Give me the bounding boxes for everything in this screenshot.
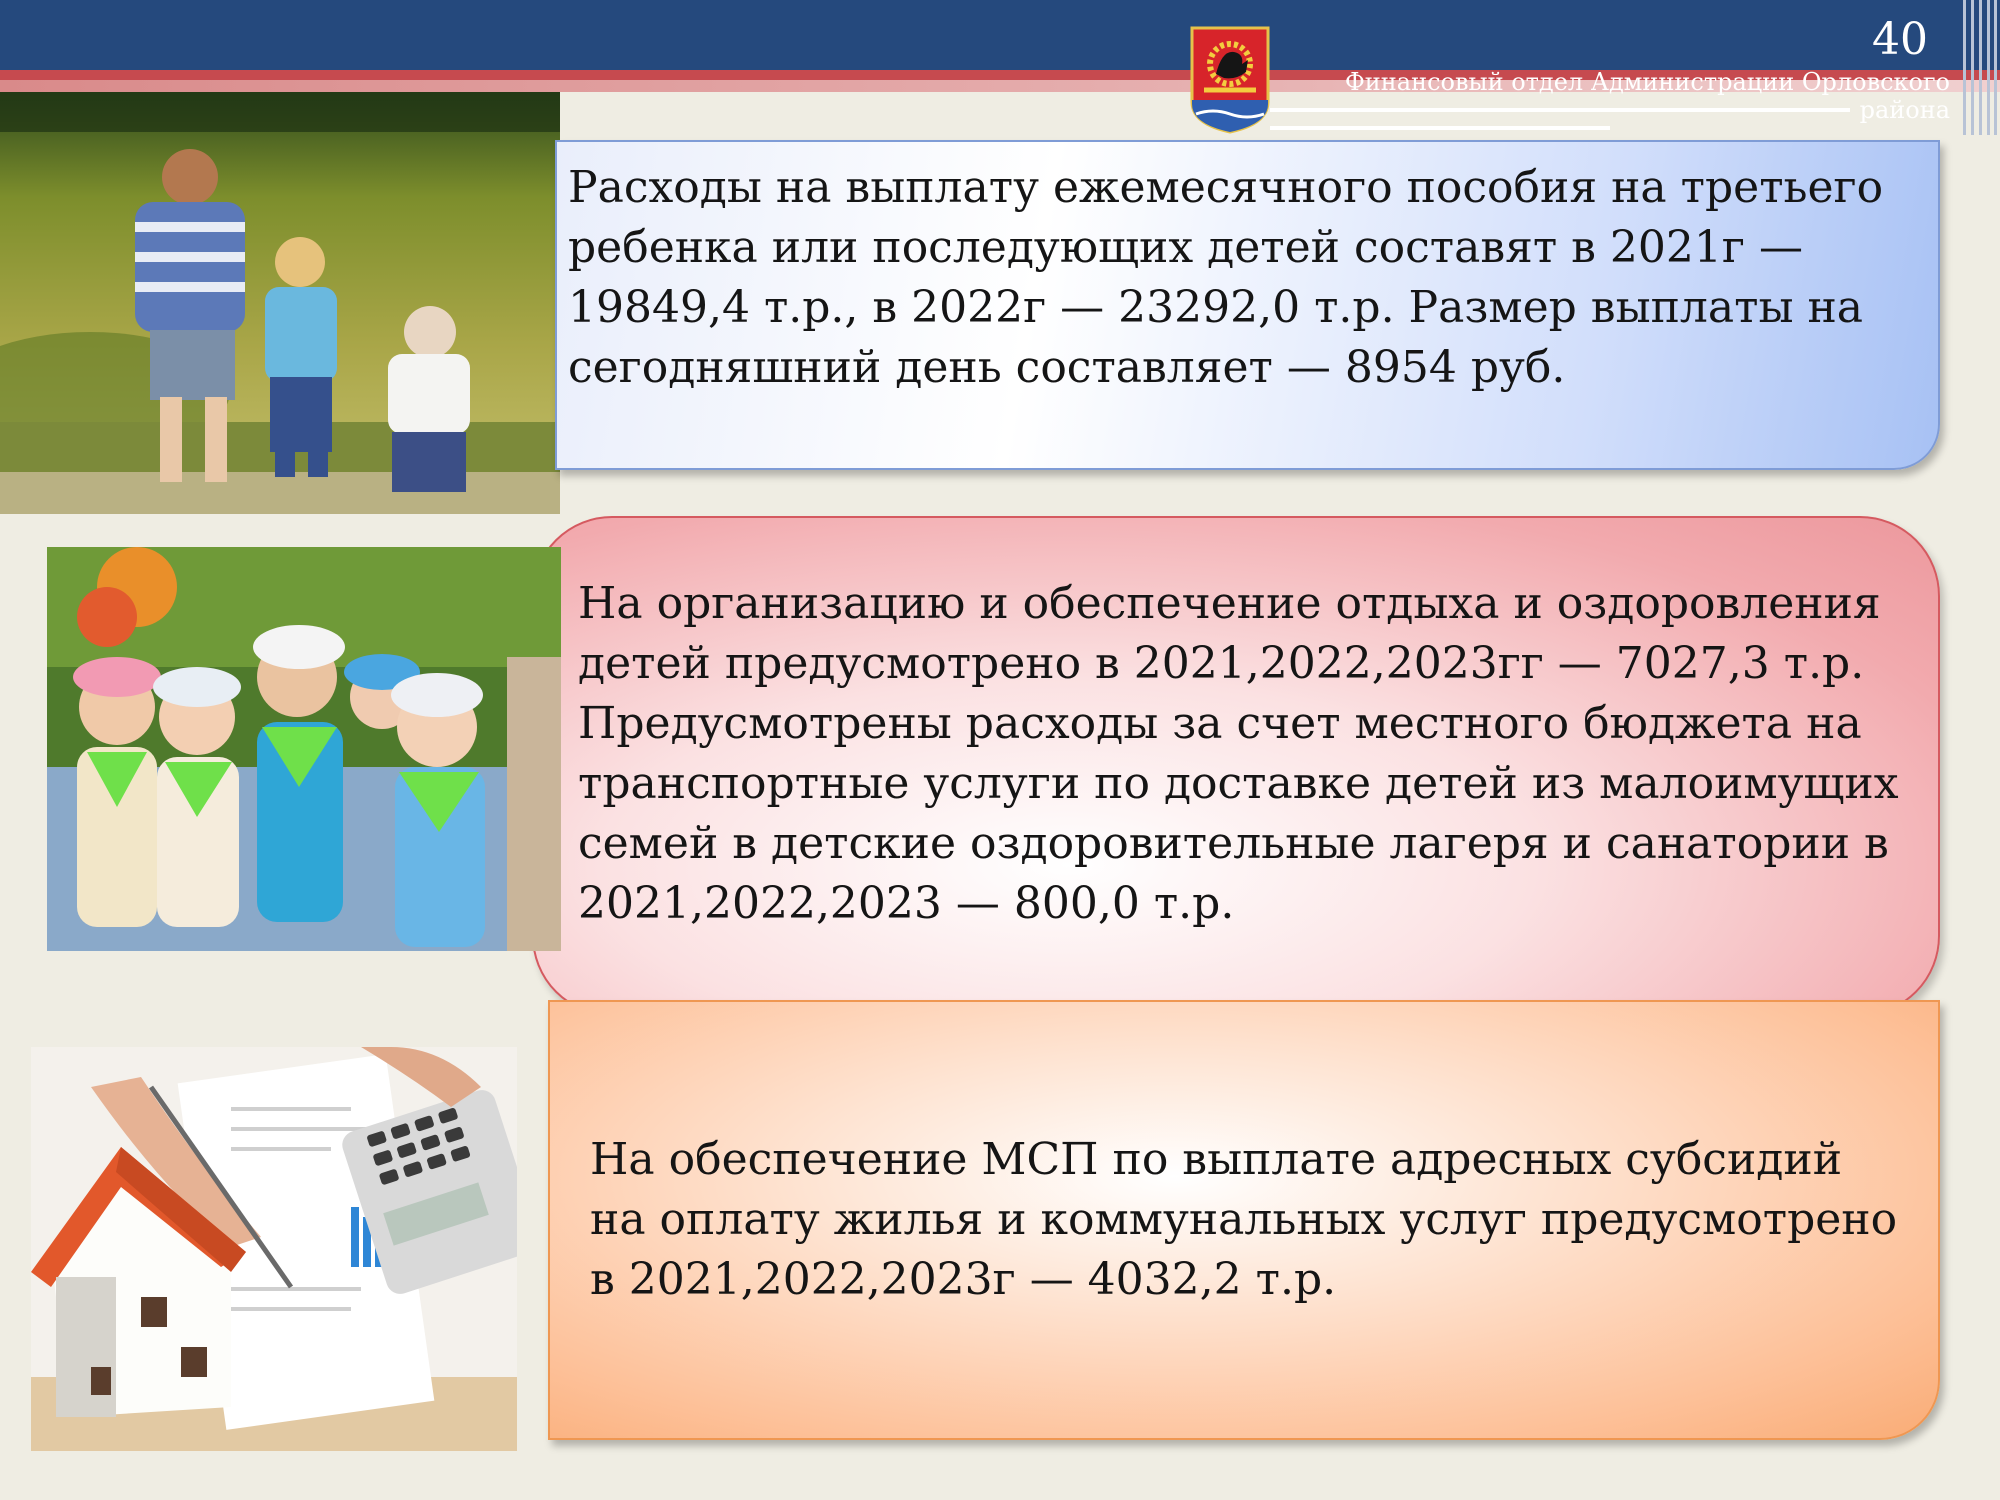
page-number: 40 xyxy=(1872,14,1928,65)
coat-of-arms-icon xyxy=(1188,24,1272,136)
text-line: 2021,2022,2023 — 800,0 т.р. xyxy=(578,878,1235,929)
house-calculator-photo xyxy=(31,1047,517,1451)
text-line: транспортные услуги по доставке детей из малоимущих xyxy=(578,758,1899,809)
text-line: детей предусмотрено в 2021,2022,2023гг — 7027,3 т.р. xyxy=(578,638,1865,689)
organization-name: Финансовый отдел Администрации Орловского района xyxy=(1344,68,1950,124)
text-line: семей в детские оздоровительные лагеря и санатории в xyxy=(578,818,1889,869)
recreation-text xyxy=(578,574,1899,934)
text-line: На организацию и обеспечение отдыха и оздоровления xyxy=(578,578,1881,629)
text-line: на оплату жилья и коммунальных услуг предусмотрено xyxy=(590,1194,1898,1245)
children-by-lake-photo xyxy=(0,92,560,514)
text-line: На обеспечение МСП по выплате адресных субсидий xyxy=(590,1134,1843,1185)
housing-subsidy-text xyxy=(590,1130,1897,1310)
decorative-bars xyxy=(1960,0,2000,135)
header-bar xyxy=(0,0,2000,70)
text-line: в 2021,2022,2023г — 4032,2 т.р. xyxy=(590,1254,1337,1305)
header-divider xyxy=(1270,126,1610,130)
text-line: Расходы на выплату ежемесячного пособия на третьего xyxy=(568,162,1884,213)
text-line: Предусмотрены расходы за счет местного бюджета на xyxy=(578,698,1862,749)
child-benefit-text xyxy=(568,158,1883,398)
children-camp-photo xyxy=(47,547,561,951)
text-line: сегодняшний день составляет — 8954 руб. xyxy=(568,342,1566,393)
text-line: ребенка или последующих детей составят в 2021г — xyxy=(568,222,1803,273)
text-line: 19849,4 т.р., в 2022г — 23292,0 т.р. Размер выплаты на xyxy=(568,282,1864,333)
